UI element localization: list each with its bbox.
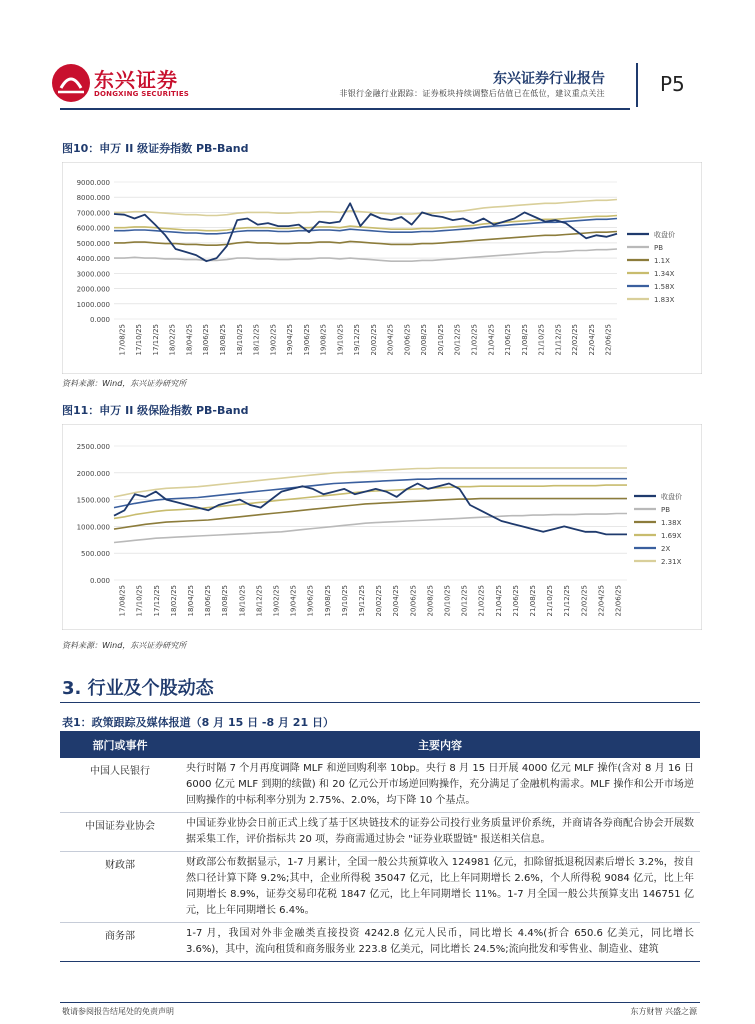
x-tick-label: 19/06/25: [302, 324, 311, 356]
legend-label: 1.83X: [654, 296, 675, 304]
table-row: [60, 852, 700, 923]
legend-label: 1.1X: [654, 257, 670, 265]
x-tick-label: 20/06/25: [403, 324, 412, 356]
x-tick-label: 20/08/25: [426, 585, 435, 617]
x-tick-label: 22/04/25: [597, 585, 606, 617]
x-tick-label: 19/06/25: [306, 585, 315, 617]
x-tick-label: 20/10/25: [436, 324, 445, 356]
x-tick-label: 19/10/25: [336, 324, 345, 356]
x-tick-label: 17/08/25: [118, 585, 127, 617]
x-tick-label: 18/04/25: [185, 324, 194, 356]
y-tick-label: 0.000: [89, 316, 110, 324]
chart-pb-band-securities: [62, 162, 702, 374]
footer-slogan: 东方财智 兴盛之源: [630, 1007, 697, 1016]
x-tick-label: 18/12/25: [252, 324, 261, 356]
x-tick-label: 19/12/25: [353, 324, 362, 356]
x-tick-label: 20/04/25: [386, 324, 395, 356]
x-tick-label: 21/02/25: [477, 585, 486, 617]
chart-svg: [62, 424, 702, 630]
x-tick-label: 19/12/25: [357, 585, 366, 617]
x-tick-label: 18/10/25: [238, 585, 247, 617]
table-header-content: 主要内容: [180, 731, 700, 758]
table-cell-dept: 财政部: [60, 852, 180, 923]
x-tick-label: 22/02/25: [571, 324, 580, 356]
table-cell-dept: 中国人民银行: [60, 758, 180, 813]
x-tick-label: 20/04/25: [392, 585, 401, 617]
x-tick-label: 21/08/25: [520, 324, 529, 356]
x-tick-label: 20/06/25: [409, 585, 418, 617]
x-tick-label: 21/10/25: [546, 585, 555, 617]
x-tick-label: 20/10/25: [443, 585, 452, 617]
figure-source: 资料来源：Wind，东兴证券研究所: [62, 641, 187, 650]
x-tick-label: 18/02/25: [169, 585, 178, 617]
y-tick-label: 9000.000: [76, 179, 110, 187]
y-tick-label: 1000.000: [76, 300, 110, 309]
logo-en: DONGXING SECURITIES: [94, 90, 190, 98]
legend-label: 2X: [661, 545, 671, 553]
x-tick-label: 19/04/25: [289, 585, 298, 617]
report-subtitle: 非银行金融行业跟踪：证券板块持续调整后估值已在低位，建议重点关注: [339, 89, 605, 98]
x-tick-label: 21/04/25: [494, 585, 503, 617]
x-tick-label: 22/06/25: [604, 324, 613, 356]
y-tick-label: 5000.000: [76, 239, 110, 248]
x-tick-label: 19/08/25: [319, 324, 328, 356]
figure-title: 图11：申万 II 级保险指数 PB-Band: [62, 404, 249, 417]
table-header-row: [60, 731, 700, 758]
table-cell-content: 中国证券业协会日前正式上线了基于区块链技术的证券公司投行业务质量评价系统，并商请各券商配合协会开展数据采集工作，评价指标共 20 项，券商需通过协会 "证券业联盟链" 报送相关信息。: [180, 813, 700, 852]
y-tick-label: 0.000: [89, 577, 110, 585]
figure-source: 资料来源：Wind，东兴证券研究所: [62, 379, 187, 388]
chart-svg: [62, 162, 702, 374]
x-tick-label: 22/02/25: [580, 585, 589, 617]
legend-label: 1.34X: [654, 270, 675, 278]
chart-pb-band-insurance: [62, 424, 702, 630]
table-header-dept: 部门或事件: [60, 731, 180, 758]
legend-label: 1.69X: [661, 532, 682, 540]
x-tick-label: 22/04/25: [587, 324, 596, 356]
table-cell-dept: 商务部: [60, 923, 180, 962]
legend-label: 收盘价: [654, 231, 675, 239]
table-row: [60, 923, 700, 962]
table-cell-dept: 中国证券业协会: [60, 813, 180, 852]
table-row: [60, 758, 700, 813]
footer-rule: [60, 1002, 700, 1003]
logo-icon: [52, 64, 90, 102]
legend-label: PB: [661, 506, 671, 514]
table-cell-content: 央行时隔 7 个月再度调降 MLF 和逆回购利率 10bp。央行 8 月 15 日开展 4000 亿元 MLF 操作(含对 8 月 16 日 6000 亿元 MLF 到期的续做) 和 20 亿元公开市场逆回购操作，充分满足了金融机构需求。MLF 操作和公开市场逆回购操作的中标利率分别为 2.75%、2.0%，均下降 10 个基点。: [180, 758, 700, 813]
page-number: P5: [660, 72, 685, 96]
x-tick-label: 20/12/25: [453, 324, 462, 356]
y-tick-label: 1500.000: [76, 496, 110, 505]
y-tick-label: 7000.000: [76, 209, 110, 218]
x-tick-label: 22/06/25: [614, 585, 623, 617]
y-tick-label: 2000.000: [76, 469, 110, 478]
x-tick-label: 19/04/25: [286, 324, 295, 356]
x-tick-label: 17/12/25: [151, 324, 160, 356]
legend-label: 2.31X: [661, 558, 682, 566]
x-tick-label: 19/10/25: [340, 585, 349, 617]
x-tick-label: 20/12/25: [460, 585, 469, 617]
x-tick-label: 21/02/25: [470, 324, 479, 356]
y-tick-label: 3000.000: [76, 270, 110, 279]
x-tick-label: 21/12/25: [563, 585, 572, 617]
legend-label: 收盘价: [661, 493, 682, 501]
x-tick-label: 17/12/25: [152, 585, 161, 617]
y-tick-label: 2000.000: [76, 285, 110, 294]
section-rule: [60, 702, 700, 703]
x-tick-label: 20/08/25: [420, 324, 429, 356]
y-tick-label: 8000.000: [76, 194, 110, 203]
x-tick-label: 21/06/25: [511, 585, 520, 617]
y-tick-label: 500.000: [81, 550, 110, 559]
x-tick-label: 18/08/25: [221, 585, 230, 617]
legend-label: 1.58X: [654, 283, 675, 291]
figure-title: 图10：申万 II 级证券指数 PB-Band: [62, 142, 249, 155]
x-tick-label: 19/02/25: [269, 324, 278, 356]
policy-table: [60, 731, 700, 962]
header-divider: [636, 63, 638, 107]
x-tick-label: 17/10/25: [135, 585, 144, 617]
x-tick-label: 21/06/25: [504, 324, 513, 356]
x-tick-label: 17/08/25: [118, 324, 127, 356]
x-tick-label: 18/02/25: [168, 324, 177, 356]
x-tick-label: 19/02/25: [272, 585, 281, 617]
legend-label: 1.38X: [661, 519, 682, 527]
table-title: 表1：政策跟踪及媒体报道（8 月 15 日 -8 月 21 日）: [62, 716, 334, 729]
x-tick-label: 18/12/25: [255, 585, 264, 617]
x-tick-label: 21/12/25: [554, 324, 563, 356]
table-cell-content: 财政部公布数据显示，1-7 月累计，全国一般公共预算收入 124981 亿元，扣除留抵退税因素后增长 3.2%，按自然口径计算下降 9.2%;其中，企业所得税 35047 亿元，比上年同期增长 2.6%，个人所得税 9084 亿元，比上年同期增长 8.9%，证券交易印花税 1847 亿元，比上年同期增长 11%。1-7 月全国一般公共预算支出 146751 亿元，比上年同期增长 6.4%。: [180, 852, 700, 923]
x-tick-label: 20/02/25: [375, 585, 384, 617]
y-tick-label: 4000.000: [76, 255, 110, 264]
x-tick-label: 17/10/25: [135, 324, 144, 356]
x-tick-label: 18/10/25: [235, 324, 244, 356]
x-tick-label: 21/08/25: [528, 585, 537, 617]
footer-disclaimer: 敬请参阅报告结尾处的免责声明: [62, 1007, 174, 1016]
table-row: [60, 813, 700, 852]
table-cell-content: 1-7 月，我国对外非金融类直接投资 4242.8 亿元人民币，同比增长 4.4%(折合 650.6 亿美元，同比增长 3.6%)，其中，流向租赁和商务服务业 223.8 亿美元，同比增长 24.5%;流向批发和零售业、制造业、建筑: [180, 923, 700, 962]
x-tick-label: 18/06/25: [202, 324, 211, 356]
header-rule: [60, 108, 630, 110]
x-tick-label: 18/06/25: [204, 585, 213, 617]
x-tick-label: 18/04/25: [186, 585, 195, 617]
legend-label: PB: [654, 244, 664, 252]
x-tick-label: 21/04/25: [487, 324, 496, 356]
y-tick-label: 2500.000: [76, 443, 110, 451]
section-heading: 3. 行业及个股动态: [62, 678, 214, 699]
logo-name: 东兴证券: [94, 68, 178, 92]
y-tick-label: 6000.000: [76, 224, 110, 233]
x-tick-label: 19/08/25: [323, 585, 332, 617]
x-tick-label: 20/02/25: [369, 324, 378, 356]
y-tick-label: 1000.000: [76, 523, 110, 532]
x-tick-label: 21/10/25: [537, 324, 546, 356]
report-title: 东兴证券行业报告: [493, 71, 605, 87]
x-tick-label: 18/08/25: [218, 324, 227, 356]
